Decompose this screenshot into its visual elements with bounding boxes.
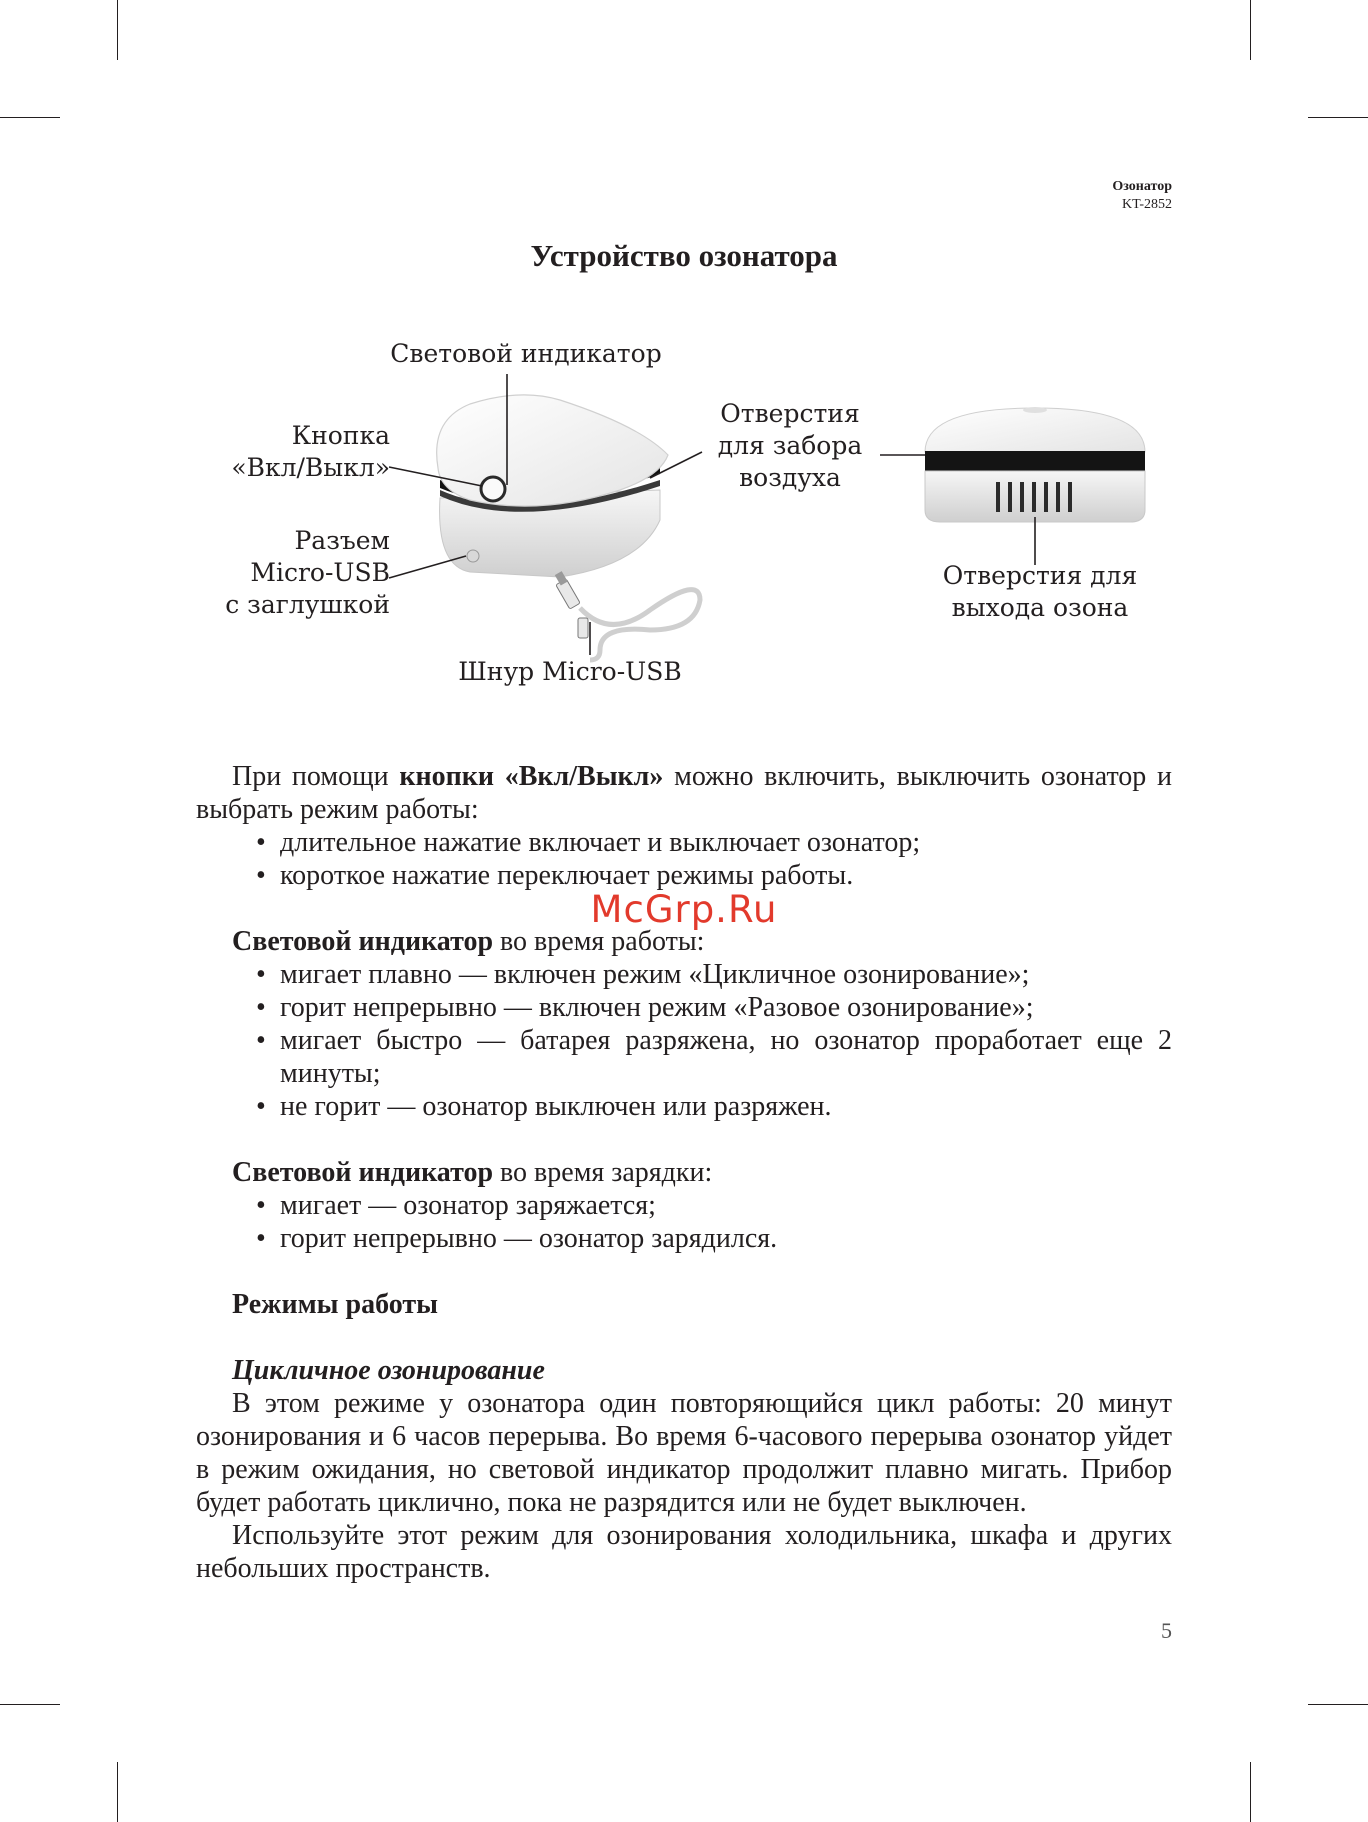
- header-model: KT-2852: [1121, 197, 1172, 212]
- label-usb-cable: Шнур Micro-USB: [458, 657, 682, 686]
- button-list: [196, 826, 1172, 892]
- manual-body: [196, 760, 1172, 1585]
- crop-mark: [1250, 1762, 1251, 1822]
- crop-mark: [0, 1704, 60, 1705]
- list-item: • горит непрерывно — озонатор зарядился.: [256, 1223, 778, 1254]
- ozonator-side-image: [925, 407, 1145, 522]
- cyclic-heading: Цикличное озонирование: [232, 1355, 545, 1386]
- list-item: • горит непрерывно — включен режим «Разовое озонирование»;: [256, 992, 1034, 1023]
- work-heading: Световой индикатор во время работы:: [232, 926, 705, 957]
- charge-list: [196, 1189, 1172, 1255]
- ozonator-front-image: [437, 395, 668, 577]
- modes-heading: Режимы работы: [232, 1289, 438, 1320]
- page-number: 5: [1161, 1618, 1172, 1643]
- page-title: Устройство озонатора: [530, 238, 838, 273]
- list-item: • длительное нажатие включает и выключает озонатор;: [256, 827, 921, 858]
- power-button-icon: [481, 477, 505, 501]
- watermark: McGrp.Ru: [590, 888, 778, 931]
- label-intake-line1: Отверстия: [720, 399, 860, 428]
- list-item: • мигает плавно — включен режим «Цикличное озонирование»;: [256, 959, 1030, 990]
- label-button-line1: Кнопка: [291, 421, 390, 450]
- label-usb-line3: с заглушкой: [225, 590, 390, 619]
- header-product: Озонатор: [1112, 179, 1172, 194]
- charge-heading: Световой индикатор во время зарядки:: [232, 1157, 713, 1188]
- work-list: [196, 958, 1172, 1123]
- list-item: • короткое нажатие переключает режимы работы.: [256, 860, 854, 891]
- list-item: • не горит — озонатор выключен или разряжен.: [256, 1091, 832, 1122]
- crop-mark: [1308, 1704, 1368, 1705]
- list-item: • мигает — озонатор заряжается;: [256, 1190, 656, 1221]
- intro-bold: кнопки «Вкл/Выкл»: [399, 761, 664, 792]
- intro-text: При помощи: [232, 761, 400, 792]
- label-intake-line3: воздуха: [739, 463, 841, 492]
- usb-cable-image: [555, 571, 700, 660]
- label-outlet-line2: выхода озона: [951, 593, 1129, 622]
- crop-mark: [117, 1762, 118, 1822]
- label-usb-line2: Micro-USB: [250, 558, 390, 587]
- label-outlet-line1: Отверстия для: [942, 561, 1138, 590]
- label-intake-line2: для забора: [717, 431, 863, 460]
- usb-port-icon: [467, 550, 479, 562]
- label-usb-line1: Разъем: [294, 526, 390, 555]
- intro-text-rest: можно включить, выключить озонатор и выбрать режим работы:: [196, 761, 1173, 825]
- label-button-line2: «Вкл/Выкл»: [231, 453, 390, 482]
- list-item: • мигает быстро — батарея разряжена, но озонатор проработает еще 2 минуты;: [256, 1025, 1172, 1089]
- cyclic-paragraph-2: Используйте этот режим для озонирования холодильника, шкафа и других небольших пространств.: [196, 1520, 1172, 1584]
- cyclic-paragraph-1: В этом режиме у озонатора один повторяющийся цикл работы: 20 минут озонирования и 6 часов перерыва. Во время 6-часового перерыва озонатор уйдет в режим ожидания, но световой индикатор продолжит плавно мигать. Прибор будет работать циклично, пока не разрядится или не будет выключен.: [196, 1388, 1172, 1518]
- label-light-indicator: Световой индикатор: [390, 339, 662, 368]
- intro-paragraph: [196, 760, 1172, 826]
